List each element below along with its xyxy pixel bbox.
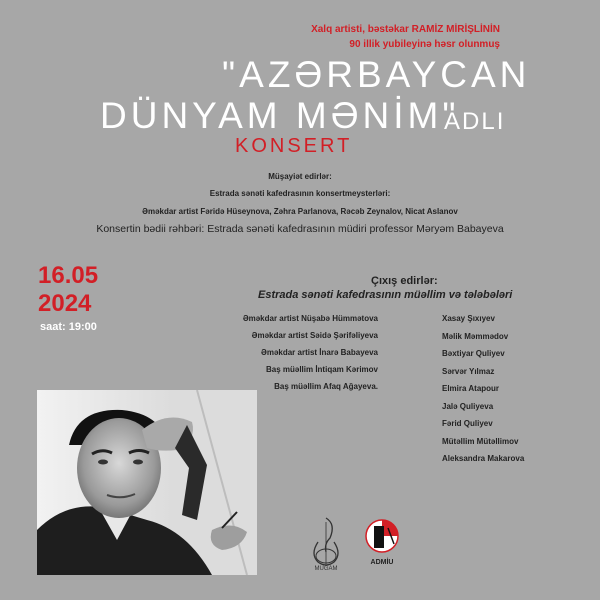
performers-heading: Çıxış edirlər:: [371, 275, 438, 287]
dedication-line2: 90 illik yubileyinə həsr olunmuş: [349, 39, 500, 50]
list-item: Əməkdar artist İnarə Babayeva: [261, 348, 378, 357]
list-item: Sərvər Yılmaz: [442, 366, 495, 376]
admiu-logo-text: ADMİU: [370, 559, 394, 566]
list-item: Baş müəllim İntiqam Kərimov: [265, 365, 378, 374]
list-item: Xasay Şıxıyev: [442, 314, 495, 323]
dedication-name: RAMİZ MİRİŞLİNİN: [411, 24, 500, 35]
list-item: Aleksandra Makarova: [442, 454, 525, 463]
list-item: Əməkdar artist Nüşabə Hümmətova: [242, 314, 378, 323]
list-item: Əməkdar artist Səidə Şərifəliyeva: [251, 331, 378, 340]
title-line1: "AZƏRBAYCAN: [222, 54, 531, 95]
mugam-logo: [296, 512, 356, 572]
event-date-year: 2024: [38, 290, 92, 317]
admiu-logo: [360, 514, 404, 570]
dedication: [311, 22, 500, 52]
students-list: [442, 310, 524, 468]
list-item: Məlik Məmmədov: [442, 331, 509, 341]
accompaniment-subheading: Estrada sənəti kafedrasının konsertmeysterləri:: [209, 189, 391, 198]
accompaniment-names: Əməkdar artist Fəridə Hüseynova, Zəhra Parlanova, Rəcəb Zeynalov, Nicat Aslanov: [142, 207, 458, 216]
artistic-director: Konsertin bədii rəhbəri: Estrada sənəti kafedrasının müdiri professor Məryəm Babayeva: [96, 223, 504, 235]
composer-portrait-photo: [37, 390, 257, 575]
list-item: Elmira Atapour: [442, 384, 500, 393]
mugam-logo-text: MUĞAM: [314, 566, 338, 572]
title-line2: DÜNYAM MƏNİM": [100, 95, 460, 136]
list-item: Mütəllim Mütəllimov: [442, 436, 519, 446]
event-date: [38, 262, 98, 318]
performers-subheading: Estrada sənəti kafedrasının müəllim və tələbələri: [258, 289, 513, 301]
event-date-day: 16.05: [38, 262, 99, 289]
list-item: Jalə Quliyeva: [442, 401, 494, 411]
dedication-line1-prefix: Xalq artisti, bəstəkar: [311, 24, 412, 35]
list-item: Fərid Quliyev: [442, 419, 493, 428]
event-time: saat: 19:00: [40, 321, 97, 333]
accompaniment-heading: Müşayiət edirlər:: [268, 172, 332, 181]
list-item: Bəxtiyar Quliyev: [442, 349, 505, 358]
teachers-list: [243, 310, 378, 395]
list-item: Baş müəllim Afaq Ağayeva.: [274, 382, 378, 391]
title-adli: ADLI: [444, 108, 506, 135]
title-konsert: KONSERT: [235, 135, 353, 157]
